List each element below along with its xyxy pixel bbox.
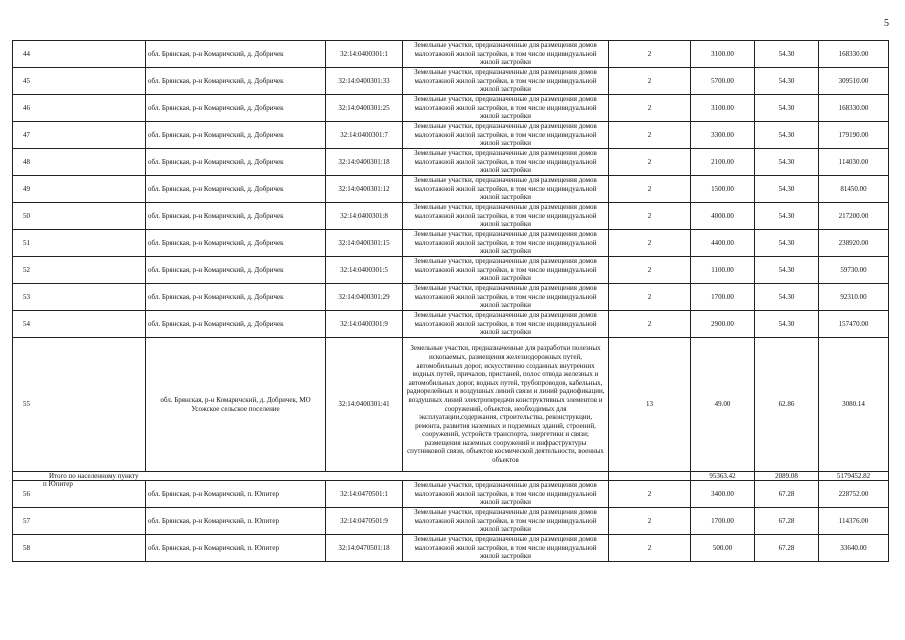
row-address: обл. Брянская, р-н Комаричский, п. Юпитер: [146, 508, 326, 535]
row-total: 228752.00: [819, 481, 889, 508]
row-number: [13, 284, 146, 311]
table-row: [13, 68, 889, 95]
row-rate: 54.30: [755, 149, 819, 176]
row-rate: 54.30: [755, 284, 819, 311]
row-number: [13, 68, 146, 95]
row-permitted-use: Земельные участки, предназначенные для размещения домов малоэтажной жилой застройки, в том числе индивидуальной жилой застройки: [403, 122, 609, 149]
row-category: 2: [609, 481, 691, 508]
table-row: [13, 149, 889, 176]
row-cadastral-number: 32:14:0400301:7: [326, 122, 403, 149]
row-number-value: 49: [23, 184, 30, 193]
table-row: [13, 230, 889, 257]
row-cadastral-number: 32:14:0400301:29: [326, 284, 403, 311]
row-total: 168330.00: [819, 95, 889, 122]
row-number-value: 58: [23, 543, 30, 552]
row-cadastral-number: 32:14:0400301:5: [326, 257, 403, 284]
row-number-value: 57: [23, 516, 30, 525]
row-cadastral-number: 32:14:0470501:9: [326, 508, 403, 535]
row-area: 1100.00: [691, 257, 755, 284]
table-row: [13, 203, 889, 230]
row-cadastral-number: 32:14:0400301:25: [326, 95, 403, 122]
row-area: 5700.00: [691, 68, 755, 95]
row-category: 2: [609, 95, 691, 122]
table-row: [13, 41, 889, 68]
row-permitted-use: Земельные участки, предназначенные для размещения домов малоэтажной жилой застройки, в том числе индивидуальной жилой застройки: [403, 230, 609, 257]
row-category: 13: [609, 338, 691, 472]
row-total: 309510.00: [819, 68, 889, 95]
table-row: [13, 311, 889, 338]
table-row: [13, 535, 889, 562]
row-category: 2: [609, 203, 691, 230]
row-category: 2: [609, 176, 691, 203]
row-area: 1700.00: [691, 284, 755, 311]
row-area: 3400.00: [691, 481, 755, 508]
row-cadastral-number: 32:14:0400301:9: [326, 311, 403, 338]
row-permitted-use: Земельные участки, предназначенные для размещения домов малоэтажной жилой застройки, в том числе индивидуальной жилой застройки: [403, 508, 609, 535]
row-address: обл. Брянская, р-н Комаричский, д. Добричек, МО Усожское сельское поселение: [146, 338, 326, 472]
row-address: обл. Брянская, р-н Комаричский, д. Добричек: [146, 257, 326, 284]
row-rate: 67.28: [755, 508, 819, 535]
subtotal-label: Итого по населенному пункту: [13, 472, 609, 481]
row-area: 2900.00: [691, 311, 755, 338]
row-cadastral-number: 32:14:0400301:1: [326, 41, 403, 68]
row-rate: 54.30: [755, 41, 819, 68]
subtotal-empty-cell: [609, 472, 691, 481]
row-number-value: 47: [23, 130, 30, 139]
settlement-label: п Юпитер: [43, 480, 73, 488]
row-category: 2: [609, 535, 691, 562]
row-number-value: 50: [23, 211, 30, 220]
subtotal-total: 5179452.82: [819, 472, 889, 481]
table-row: [13, 284, 889, 311]
row-total: 168330.00: [819, 41, 889, 68]
row-permitted-use: Земельные участки, предназначенные для размещения домов малоэтажной жилой застройки, в том числе индивидуальной жилой застройки: [403, 481, 609, 508]
subtotal-row: [13, 472, 889, 481]
row-total: 217200.00: [819, 203, 889, 230]
row-number-value: 51: [23, 238, 30, 247]
row-total: 33640.00: [819, 535, 889, 562]
row-number: [13, 41, 146, 68]
row-permitted-use: Земельные участки, предназначенные для размещения домов малоэтажной жилой застройки, в том числе индивидуальной жилой застройки: [403, 176, 609, 203]
row-area: 1500.00: [691, 176, 755, 203]
row-number: [13, 535, 146, 562]
row-area: 3300.00: [691, 122, 755, 149]
row-cadastral-number: 32:14:0470501:1: [326, 481, 403, 508]
row-rate: 54.30: [755, 257, 819, 284]
row-cadastral-number: 32:14:0400301:15: [326, 230, 403, 257]
row-55-section: [13, 338, 889, 481]
row-address: обл. Брянская, р-н Комаричский, д. Добричек: [146, 230, 326, 257]
row-total: 157470.00: [819, 311, 889, 338]
row-area: 4000.00: [691, 203, 755, 230]
row-address: обл. Брянская, р-н Комаричский, д. Добричек: [146, 41, 326, 68]
row-number-value: 52: [23, 265, 30, 274]
row-cadastral-number: 32:14:0400301:18: [326, 149, 403, 176]
row-address: обл. Брянская, р-н Комаричский, д. Добричек: [146, 95, 326, 122]
row-rate: 54.30: [755, 68, 819, 95]
row-number: [13, 149, 146, 176]
table-row: [13, 95, 889, 122]
row-category: 2: [609, 284, 691, 311]
row-total: 114030.00: [819, 149, 889, 176]
row-cadastral-number: 32:14:0470501:18: [326, 535, 403, 562]
row-number-value: 46: [23, 103, 30, 112]
row-cadastral-number: 32:14:0400301:12: [326, 176, 403, 203]
row-permitted-use: Земельные участки, предназначенные для размещения домов малоэтажной жилой застройки, в том числе индивидуальной жилой застройки: [403, 257, 609, 284]
row-total: 81450.00: [819, 176, 889, 203]
row-category: 2: [609, 311, 691, 338]
row-total: 59730.00: [819, 257, 889, 284]
row-area: 3100.00: [691, 41, 755, 68]
row-number: [13, 122, 146, 149]
row-total: 238920.00: [819, 230, 889, 257]
row-rate: 67.28: [755, 481, 819, 508]
row-number-value: 48: [23, 157, 30, 166]
row-number-value: 53: [23, 292, 30, 301]
row-category: 2: [609, 257, 691, 284]
row-total: 179190.00: [819, 122, 889, 149]
row-number: [13, 230, 146, 257]
row-total: 114376.00: [819, 508, 889, 535]
row-number-value: 44: [23, 49, 30, 58]
row-number: [13, 481, 146, 508]
row-area: 500.00: [691, 535, 755, 562]
row-category: 2: [609, 68, 691, 95]
row-permitted-use: Земельные участки, предназначенные для размещения домов малоэтажной жилой застройки, в том числе индивидуальной жилой застройки: [403, 41, 609, 68]
row-rate: 54.30: [755, 230, 819, 257]
row-cadastral-number: 32:14:0400301:8: [326, 203, 403, 230]
table-row: [13, 257, 889, 284]
row-rate: 54.30: [755, 311, 819, 338]
row-permitted-use: Земельные участки, предназначенные для размещения домов малоэтажной жилой застройки, в том числе индивидуальной жилой застройки: [403, 149, 609, 176]
row-rate: 67.28: [755, 535, 819, 562]
row-number: [13, 95, 146, 122]
row-number: 55: [13, 338, 146, 472]
row-area: 2100.00: [691, 149, 755, 176]
row-category: 2: [609, 122, 691, 149]
row-rate: 54.30: [755, 176, 819, 203]
row-area: 49.00: [691, 338, 755, 472]
row-number: [13, 311, 146, 338]
row-number: [13, 257, 146, 284]
row-address: обл. Брянская, р-н Комаричский, д. Добричек: [146, 311, 326, 338]
row-category: 2: [609, 41, 691, 68]
rows-section-dobrichek: [13, 41, 889, 338]
row-number-value: 45: [23, 76, 30, 85]
row-permitted-use: Земельные участки, предназначенные для размещения домов малоэтажной жилой застройки, в том числе индивидуальной жилой застройки: [403, 68, 609, 95]
row-rate: 54.30: [755, 95, 819, 122]
land-registry-table: [12, 40, 889, 562]
row-area: 3100.00: [691, 95, 755, 122]
row-address: обл. Брянская, р-н Комаричский, д. Добричек: [146, 149, 326, 176]
row-area: 1700.00: [691, 508, 755, 535]
row-address: обл. Брянская, р-н Комаричский, д. Добричек: [146, 68, 326, 95]
table-row: [13, 481, 889, 508]
row-area: 4400.00: [691, 230, 755, 257]
row-permitted-use: Земельные участки, предназначенные для размещения домов малоэтажной жилой застройки, в том числе индивидуальной жилой застройки: [403, 535, 609, 562]
subtotal-rate: 2089.08: [755, 472, 819, 481]
row-rate: 62.86: [755, 338, 819, 472]
row-address: обл. Брянская, р-н Комаричский, д. Добричек: [146, 284, 326, 311]
row-address: обл. Брянская, р-н Комаричский, п. Юпитер: [146, 481, 326, 508]
row-total: 3080.14: [819, 338, 889, 472]
row-address: обл. Брянская, р-н Комаричский, д. Добричек: [146, 176, 326, 203]
row-number: [13, 176, 146, 203]
row-address: обл. Брянская, р-н Комаричский, д. Добричек: [146, 122, 326, 149]
row-number-value: 54: [23, 319, 30, 328]
page-number: 5: [884, 18, 889, 29]
row-permitted-use: Земельные участки, предназначенные для размещения домов малоэтажной жилой застройки, в том числе индивидуальной жилой застройки: [403, 311, 609, 338]
row-category: 2: [609, 230, 691, 257]
row-number: [13, 203, 146, 230]
table-row: [13, 508, 889, 535]
table-row: [13, 338, 889, 472]
row-address: обл. Брянская, р-н Комаричский, п. Юпитер: [146, 535, 326, 562]
row-permitted-use: Земельные участки, предназначенные для размещения домов малоэтажной жилой застройки, в том числе индивидуальной жилой застройки: [403, 95, 609, 122]
row-total: 92310.00: [819, 284, 889, 311]
row-permitted-use: Земельные участки, предназначенные для размещения домов малоэтажной жилой застройки, в том числе индивидуальной жилой застройки: [403, 203, 609, 230]
row-cadastral-number: 32:14:0400301:33: [326, 68, 403, 95]
subtotal-area: 95363.42: [691, 472, 755, 481]
row-category: 2: [609, 508, 691, 535]
table-row: [13, 122, 889, 149]
row-rate: 54.30: [755, 122, 819, 149]
row-number: [13, 508, 146, 535]
row-cadastral-number: 32:14:0400301:41: [326, 338, 403, 472]
row-permitted-use: Земельные участки, предназначенные для разработки полезных ископаемых, размещения железнодорожных путей, автомобильных дорог, искусственно созданных внутренних водных путей, причалов, пристаней, полос отвода железных и автомобильных дорог, водных путей, трубопроводов, кабельных, радиорелейных и воздушных линий связи и линий радиофикации, воздушных линий электропередачи конструктивных элементов и сооружений, объектов, необходимых для эксплуатации,содержания, строительства, реконструкции, ремонта, развития наземных и подземных зданий, строений, сооружений, устройств транспорта, энергетики и связи; размещения наземных сооружений и инфраструктуры спутниковой связи, объектов космической деятельности, военных объектов: [403, 338, 609, 472]
table-row: [13, 176, 889, 203]
row-rate: 54.30: [755, 203, 819, 230]
row-permitted-use: Земельные участки, предназначенные для размещения домов малоэтажной жилой застройки, в том числе индивидуальной жилой застройки: [403, 284, 609, 311]
rows-section-yupiter: [13, 481, 889, 562]
row-number-value: 56: [23, 489, 30, 498]
row-address: обл. Брянская, р-н Комаричский, д. Добричек: [146, 203, 326, 230]
row-category: 2: [609, 149, 691, 176]
